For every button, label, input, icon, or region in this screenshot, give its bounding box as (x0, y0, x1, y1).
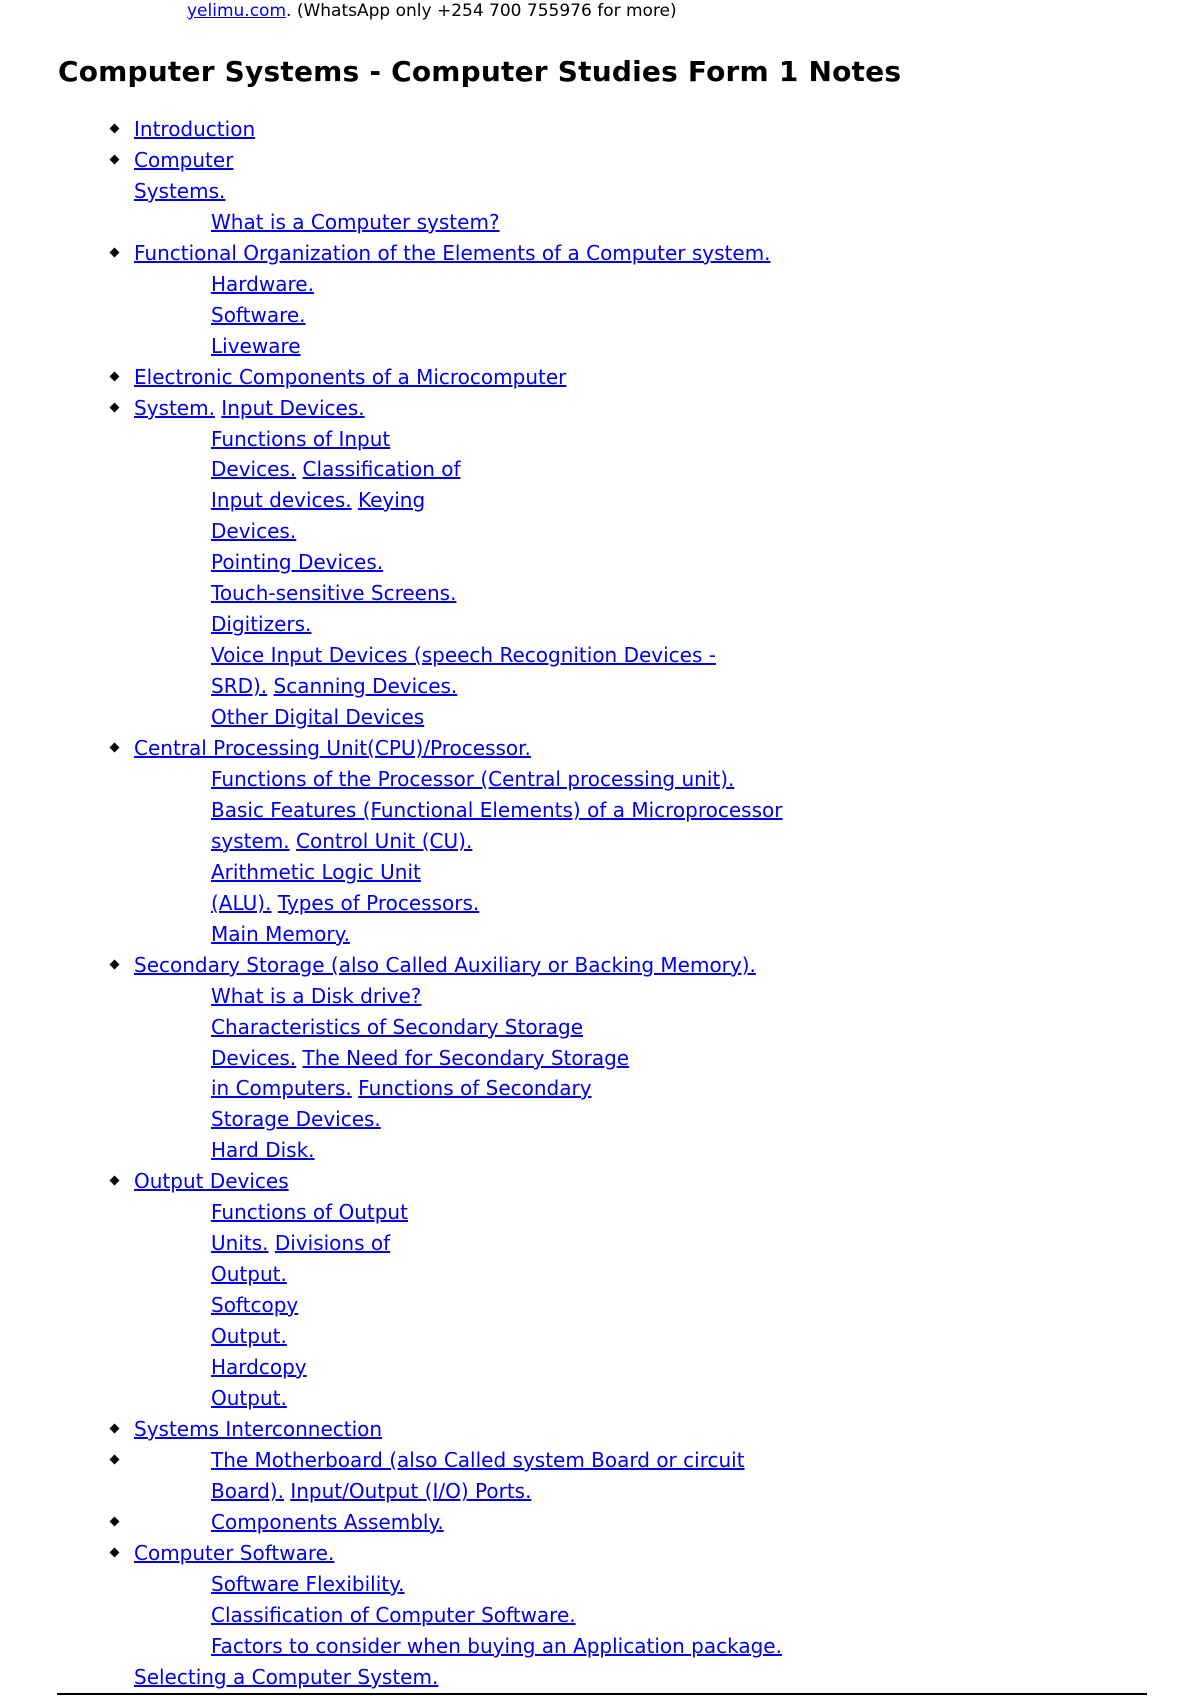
toc-line (0, 1228, 1200, 1259)
toc-line (0, 1476, 1200, 1507)
toc-entry (211, 795, 782, 826)
toc-line (0, 1166, 1200, 1197)
toc-link[interactable]: Output. (211, 1324, 287, 1348)
toc-entry (211, 485, 425, 516)
toc-link[interactable]: Classification of Computer Software. (211, 1603, 576, 1627)
toc-line (0, 393, 1200, 424)
toc-entry (211, 1043, 629, 1074)
toc-link[interactable]: Classification of (302, 457, 461, 481)
bullet-icon (110, 960, 120, 970)
toc-link[interactable]: Computer (134, 148, 234, 172)
toc-entry (134, 114, 255, 145)
toc-entry (134, 950, 756, 981)
toc-line (0, 981, 1200, 1012)
toc-link[interactable]: Central Processing Unit(CPU)/Processor. (134, 736, 531, 760)
toc-entry (211, 1600, 576, 1631)
bullet-icon (110, 1517, 120, 1527)
toc-entry (134, 733, 531, 764)
toc-entry (211, 764, 734, 795)
toc-entry (211, 1445, 745, 1476)
toc-line (0, 609, 1200, 640)
toc-link[interactable]: Basic Features (Functional Elements) of a Microprocessor (211, 798, 783, 822)
bullet-icon (110, 1176, 120, 1186)
toc-link[interactable]: Input devices. (211, 488, 352, 512)
toc-entry (211, 609, 311, 640)
toc-line (0, 1259, 1200, 1290)
toc-link[interactable]: Factors to consider when buying an Application package. (211, 1634, 782, 1658)
toc-entry (134, 176, 225, 207)
toc-entry (211, 671, 457, 702)
toc-entry (211, 578, 456, 609)
toc-link[interactable]: Touch-sensitive Screens. (211, 581, 457, 605)
toc-line (0, 671, 1200, 702)
toc-line (0, 362, 1200, 393)
toc-entry (211, 1631, 782, 1662)
toc-line (0, 888, 1200, 919)
toc-entry (211, 207, 500, 238)
toc-link[interactable]: Components Assembly. (211, 1510, 444, 1534)
toc-entry (211, 454, 461, 485)
toc-line (0, 145, 1200, 176)
toc-line (0, 919, 1200, 950)
toc-line (0, 1073, 1200, 1104)
bullet-icon (110, 743, 120, 753)
toc-line (0, 950, 1200, 981)
toc-link[interactable]: Introduction (134, 117, 256, 141)
bottom-divider (57, 1693, 1147, 1695)
toc-line (0, 1507, 1200, 1538)
toc-link[interactable]: What is a Computer system? (211, 210, 500, 234)
toc-link[interactable]: Devices. (211, 519, 297, 543)
toc-line (0, 1600, 1200, 1631)
bullet-icon (110, 248, 120, 258)
toc-link[interactable]: Functional Organization of the Elements of a Computer system. (134, 241, 771, 265)
toc-link[interactable]: Scanning Devices. (273, 674, 458, 698)
toc-line (0, 1662, 1200, 1693)
bullet-icon (110, 1455, 120, 1465)
toc-entry (211, 1290, 298, 1321)
toc-entry (134, 393, 365, 424)
toc-entry (211, 547, 383, 578)
toc-link[interactable]: Voice Input Devices (speech Recognition Devices - (211, 643, 716, 667)
toc-link[interactable]: Systems Interconnection (134, 1417, 383, 1441)
toc-link[interactable]: SRD). (211, 674, 268, 698)
toc-link[interactable]: Board). (211, 1479, 284, 1503)
bullet-icon (110, 1424, 120, 1434)
toc-line (0, 424, 1200, 455)
toc-link[interactable]: Characteristics of Secondary Storage (211, 1015, 584, 1039)
toc-entry (211, 424, 390, 455)
toc-link[interactable]: Output. (211, 1386, 287, 1410)
toc-entry (211, 1135, 315, 1166)
toc-line (0, 1569, 1200, 1600)
toc-entry (211, 1352, 307, 1383)
toc-entry (134, 1166, 289, 1197)
toc-link[interactable]: Input/Output (I/O) Ports. (290, 1479, 532, 1503)
toc-link[interactable]: Softcopy (211, 1293, 299, 1317)
toc-link[interactable]: Liveware (211, 334, 301, 358)
toc-link[interactable]: Secondary Storage (also Called Auxiliary or Backing Memory). (134, 953, 756, 977)
toc-entry (134, 145, 233, 176)
toc-link[interactable]: Electronic Components of a Microcomputer (134, 365, 567, 389)
toc-line (0, 547, 1200, 578)
toc-entry (211, 1228, 390, 1259)
toc-line (0, 269, 1200, 300)
toc-entry (211, 331, 301, 362)
toc-link[interactable]: Types of Processors. (277, 891, 480, 915)
toc-link[interactable]: Storage Devices. (211, 1107, 381, 1131)
toc-line (0, 331, 1200, 362)
toc-link[interactable]: Pointing Devices. (211, 550, 384, 574)
toc-link[interactable]: Digitizers. (211, 612, 312, 636)
toc-entry (211, 1012, 583, 1043)
toc-link[interactable]: Hardware. (211, 272, 314, 296)
toc-line (0, 1012, 1200, 1043)
toc-link[interactable]: system. (211, 829, 290, 853)
toc-line (0, 114, 1200, 145)
toc-link[interactable]: Software. (211, 303, 306, 327)
toc-link[interactable]: Arithmetic Logic Unit (211, 860, 421, 884)
toc-line (0, 1414, 1200, 1445)
toc-link[interactable]: Divisions of (274, 1231, 391, 1255)
toc-line (0, 238, 1200, 269)
toc-link[interactable]: Output. (211, 1262, 287, 1286)
toc-line (0, 702, 1200, 733)
page-title: Computer Systems - Computer Studies Form 1 Notes (58, 55, 902, 88)
toc-entry (211, 1104, 381, 1135)
header-line (187, 0, 677, 22)
toc-line (0, 733, 1200, 764)
toc-line (0, 1383, 1200, 1414)
bullet-icon (110, 403, 120, 413)
toc-link[interactable]: The Motherboard (also Called system Board or circuit (211, 1448, 745, 1472)
toc-line (0, 1631, 1200, 1662)
toc-link[interactable]: Other Digital Devices (211, 705, 425, 729)
toc-line (0, 1352, 1200, 1383)
toc-line (0, 1104, 1200, 1135)
toc-link[interactable]: Devices. (211, 457, 297, 481)
bullet-icon (110, 155, 120, 165)
toc-line (0, 454, 1200, 485)
toc-link[interactable]: Devices. (211, 1046, 297, 1070)
toc-entry (211, 1507, 444, 1538)
toc-line (0, 578, 1200, 609)
toc-link[interactable]: Input Devices. (221, 396, 365, 420)
site-link[interactable]: yelimu.com (187, 1, 287, 21)
toc-line (0, 516, 1200, 547)
toc-link[interactable]: Functions of Secondary (358, 1076, 592, 1100)
toc-link[interactable]: What is a Disk drive? (211, 984, 422, 1008)
toc-link[interactable]: Hardcopy (211, 1355, 307, 1379)
toc-entry (211, 1569, 404, 1600)
bullet-icon (110, 1548, 120, 1558)
toc-entry (134, 1662, 438, 1693)
toc-entry (134, 1414, 382, 1445)
toc-line (0, 1043, 1200, 1074)
toc-entry (134, 1538, 334, 1569)
toc-entry (211, 857, 421, 888)
toc-entry (211, 919, 350, 950)
toc-link[interactable]: Functions of Output (211, 1200, 408, 1224)
toc-link[interactable]: Hard Disk. (211, 1138, 315, 1162)
whatsapp-note: . (WhatsApp only +254 700 755976 for more) (286, 1, 677, 21)
toc-link[interactable]: Functions of Input (211, 427, 391, 451)
toc-link[interactable]: Output Devices (134, 1169, 289, 1193)
toc-line (0, 1321, 1200, 1352)
toc-entry (134, 362, 566, 393)
toc-line (0, 1445, 1200, 1476)
toc-link[interactable]: Keying (357, 488, 426, 512)
toc-line (0, 176, 1200, 207)
toc-link[interactable]: Functions of the Processor (Central processing unit). (211, 767, 735, 791)
toc-line (0, 300, 1200, 331)
toc-entry (211, 888, 479, 919)
toc-line (0, 1197, 1200, 1228)
toc-entry (211, 826, 472, 857)
toc-entry (211, 1073, 592, 1104)
toc-link[interactable]: System. (134, 396, 215, 420)
toc-entry (211, 702, 424, 733)
toc-link[interactable]: The Need for Secondary Storage (302, 1046, 630, 1070)
toc-line (0, 764, 1200, 795)
toc-link[interactable]: in Computers. (211, 1076, 352, 1100)
toc-link[interactable]: Control Unit (CU). (296, 829, 473, 853)
bullet-icon (110, 372, 120, 382)
toc-entry (211, 1383, 287, 1414)
toc-link[interactable]: (ALU). (211, 891, 272, 915)
toc-line (0, 1538, 1200, 1569)
toc-line (0, 857, 1200, 888)
toc-entry (211, 269, 314, 300)
toc-entry (211, 1476, 531, 1507)
toc-entry (211, 516, 296, 547)
toc-entry (134, 238, 771, 269)
toc-entry (211, 640, 716, 671)
toc-entry (211, 981, 421, 1012)
toc-line (0, 1135, 1200, 1166)
toc-line (0, 795, 1200, 826)
toc-line (0, 485, 1200, 516)
bullet-icon (110, 124, 120, 134)
toc-line (0, 640, 1200, 671)
toc-line (0, 207, 1200, 238)
toc-link[interactable]: Systems. (134, 179, 226, 203)
toc-entry (211, 1259, 287, 1290)
toc-line (0, 826, 1200, 857)
toc-entry (211, 300, 306, 331)
toc-line (0, 1290, 1200, 1321)
toc-entry (211, 1197, 408, 1228)
toc-link[interactable]: Computer Software. (134, 1541, 335, 1565)
toc-link[interactable]: Units. (211, 1231, 269, 1255)
toc-link[interactable]: Main Memory. (211, 922, 350, 946)
toc-entry (211, 1321, 287, 1352)
toc-link[interactable]: Selecting a Computer System. (134, 1665, 439, 1689)
toc-link[interactable]: Software Flexibility. (211, 1572, 405, 1596)
